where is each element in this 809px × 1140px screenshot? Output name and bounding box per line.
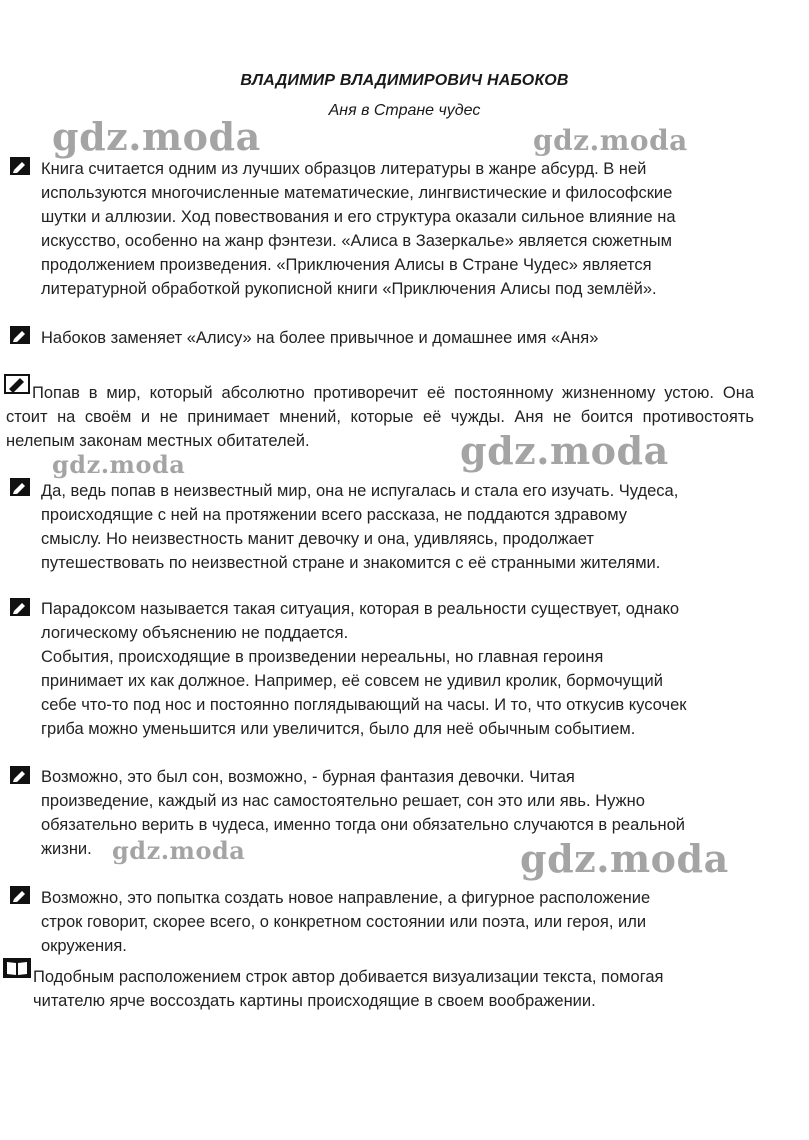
pencil-icon [10,478,30,496]
pencil-icon [10,598,30,616]
answer-5 [41,597,761,741]
answer-line: Книга считается одним из лучших образцов литературы в жанре абсурд. В ней [41,160,647,178]
answer-line: События, происходящие в произведении нереальны, но главная героиня [41,648,604,666]
answer-line: Возможно, это был сон, возможно, - бурная фантазия девочки. Читая [41,768,575,786]
answer-line: гриба можно уменьшится или увеличится, было для неё обычным событием. [41,720,636,738]
answer-line: Парадоксом называется такая ситуация, которая в реальности существует, однако [41,600,680,618]
answer-line: шутки и аллюзии. Ход повествования и его структура оказали сильное влияние на [41,208,676,226]
pencil-icon [10,886,30,904]
book-icon [3,958,31,978]
pencil-icon [10,766,30,784]
answer-line: обязательно верить в чудеса, именно тогда они обязательно случаются в реальной [41,816,685,834]
answer-line: происходящие с ней на протяжении всего рассказа, не поддаются здравому [41,506,627,524]
answer-line: произведение, каждый из нас самостоятельно решает, сон это или явь. Нужно [41,792,645,810]
answer-line: читателю ярче воссоздать картины происходящие в своем воображении. [33,992,596,1010]
answer-7 [41,886,761,958]
answer-4 [41,479,761,575]
watermark: gdz.moda [52,450,186,479]
pencil-icon [10,157,30,175]
answer-line: принимает их как должное. Например, её совсем не удивил кролик, бормочущий [41,672,663,690]
answer-line: литературной обработкой рукописной книги «Приключения Алисы под землёй». [41,280,657,298]
answer-line: продолжением произведения. «Приключения Алисы в Стране Чудес» является [41,256,652,274]
watermark: gdz.moda [112,836,246,865]
answer-line: окружения. [41,937,127,955]
answer-line: Возможно, это попытка создать новое направление, а фигурное расположение [41,889,651,907]
answer-line: Набоков заменяет «Алису» на более привычное и домашнее имя «Аня» [41,329,599,347]
watermark: gdz.moda [533,124,688,157]
answer-line: Подобным расположением строк автор добивается визуализации текста, помогая [33,968,664,986]
work-title: Аня в Стране чудес [328,102,481,119]
answer-line: себе что-то под нос и постоянно поглядывающий на часы. И то, что откусив кусочек [41,696,687,714]
answer-line: строк говорит, скорее всего, о конкретном состоянии или поэта, или героя, или [41,913,647,931]
answer-line: жизни. [41,840,92,858]
watermark: gdz.moda [460,428,669,473]
answer-line: смыслу. Но неизвестность манит девочку и она, удивляясь, продолжает [41,530,594,548]
author-title: ВЛАДИМИР ВЛАДИМИРОВИЧ НАБОКОВ [240,72,569,89]
answer-line: путешествовать по неизвестной стране и знакомится с её странными жителями. [41,554,661,572]
pencil-icon [10,326,30,344]
answer-8 [33,965,763,1013]
answer-3: Попав в мир, который абсолютно противоречит её постоянному жизненному устою. Она стоит на своём и не принимает мнений, которые её чужды. Аня не боится противостоять нелепым законам местных обитателей. [6,384,754,450]
answer-line: логическому объяснению не поддается. [41,624,349,642]
answer-1 [41,157,761,301]
answer-2 [41,326,761,350]
answer-line: используются многочисленные математические, лингвистические и философские [41,184,673,202]
watermark: gdz.moda [52,114,261,159]
answer-6 [41,765,761,861]
watermark: gdz.moda [520,836,729,881]
answer-line: искусство, особенно на жанр фэнтези. «Алиса в Зазеркалье» является сюжетным [41,232,672,250]
answer-line: Да, ведь попав в неизвестный мир, она не испугалась и стала его изучать. Чудеса, [41,482,679,500]
